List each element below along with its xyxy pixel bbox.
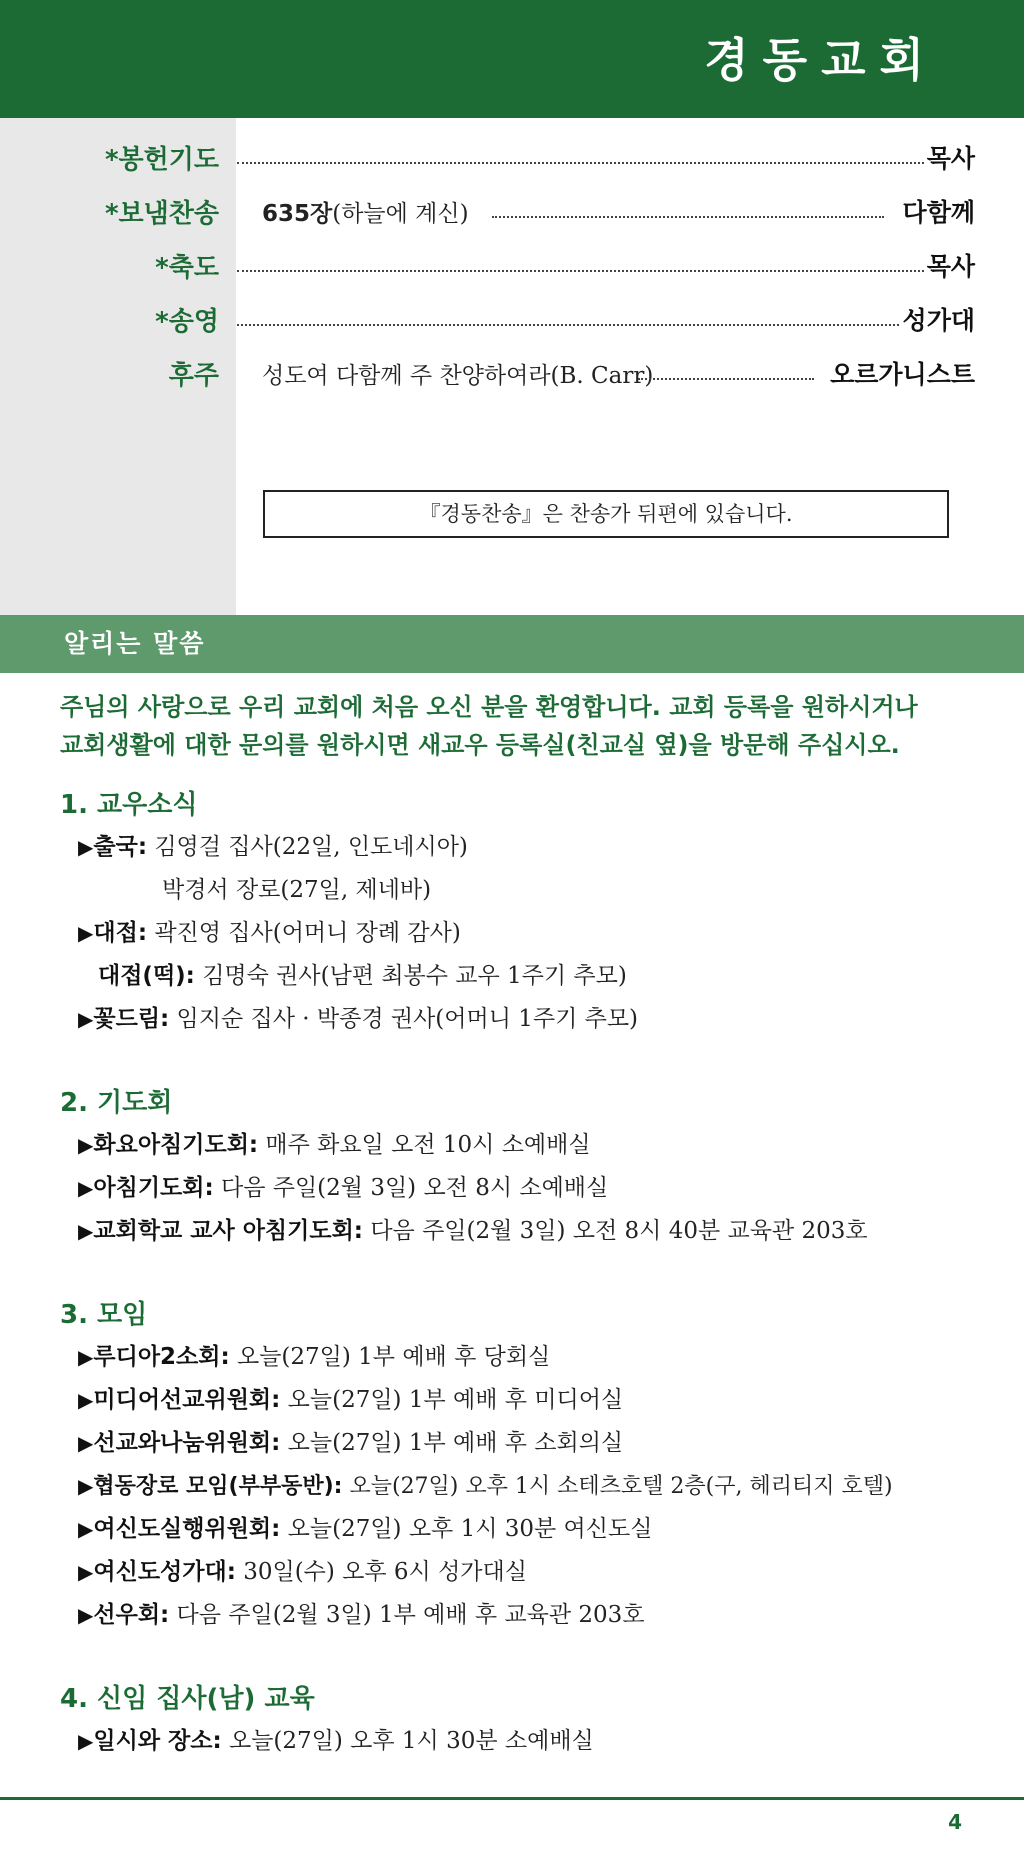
list-item: ▶선교와나눔위원회: 오늘(27일) 1부 예배 후 소회의실 [78, 1430, 624, 1456]
dotted-leader [237, 324, 899, 326]
order-row [0, 245, 1024, 291]
order-role: 목사 [926, 144, 975, 173]
bullet-triangle-icon: ▶ [78, 1560, 94, 1584]
order-row [0, 191, 1024, 237]
section-heading: 2. 기도회 [60, 1088, 173, 1118]
list-item: 박경서 장로(27일, 제네바) [162, 877, 432, 903]
order-label: *보냄찬송 [104, 199, 219, 229]
hymnal-notice: 『경동찬송』은 찬송가 뒤편에 있습니다. [263, 490, 949, 538]
list-item: ▶루디아2소회: 오늘(27일) 1부 예배 후 당회실 [78, 1344, 551, 1370]
bullet-triangle-icon: ▶ [78, 921, 94, 945]
dotted-leader [638, 378, 814, 380]
dotted-leader [492, 216, 884, 218]
welcome-line: 교회생활에 대한 문의를 원하시면 새교우 등록실(친교실 옆)을 방문해 주십시오. [60, 731, 900, 759]
order-row [0, 353, 1024, 399]
announcements-title: 알리는 말씀 [64, 629, 206, 658]
bullet-triangle-icon: ▶ [78, 1133, 94, 1157]
bullet-triangle-icon: ▶ [78, 835, 94, 859]
section-heading: 3. 모임 [60, 1300, 148, 1330]
order-row [0, 299, 1024, 345]
bullet-triangle-icon: ▶ [78, 1007, 94, 1031]
announcements-bar [0, 615, 1024, 673]
section-heading: 1. 교우소식 [60, 790, 198, 820]
list-item: ▶선우회: 다음 주일(2월 3일) 1부 예배 후 교육관 203호 [78, 1602, 645, 1628]
bullet-triangle-icon: ▶ [78, 1517, 94, 1541]
bullet-triangle-icon: ▶ [78, 1176, 94, 1200]
list-item: ▶아침기도회: 다음 주일(2월 3일) 오전 8시 소예배실 [78, 1175, 609, 1201]
church-name: 경동교회 [704, 33, 938, 87]
bullet-triangle-icon: ▶ [78, 1603, 94, 1627]
postlude-title: 성도여 다함께 주 찬양하여라(B. Carr) [262, 363, 654, 389]
list-item: ▶협동장로 모임(부부동반): 오늘(27일) 오후 1시 소테츠호텔 2층(구, 헤리티지 호텔) [78, 1474, 893, 1499]
order-role: 성가대 [902, 306, 975, 335]
list-item: ▶여신도성가대: 30일(수) 오후 6시 성가대실 [78, 1559, 527, 1585]
order-label: *축도 [155, 253, 219, 283]
order-role: 목사 [926, 252, 975, 281]
list-item: ▶여신도실행위원회: 오늘(27일) 오후 1시 30분 여신도실 [78, 1516, 653, 1542]
list-item: 대접(떡): 김명숙 권사(남편 최봉수 교우 1주기 추모) [98, 963, 627, 989]
order-role: 오르가니스트 [830, 360, 975, 389]
dotted-leader [237, 162, 924, 164]
bullet-triangle-icon: ▶ [78, 1388, 94, 1412]
list-item: ▶대접: 곽진영 집사(어머니 장례 감사) [78, 920, 461, 946]
welcome-message [60, 688, 980, 764]
bullet-triangle-icon: ▶ [78, 1431, 94, 1455]
list-item: ▶교회학교 교사 아침기도회: 다음 주일(2월 3일) 오전 8시 40분 교육관 203호 [78, 1218, 868, 1244]
page-number: 4 [948, 1810, 962, 1834]
welcome-line: 주님의 사랑으로 우리 교회에 처음 오신 분을 환영합니다. 교회 등록을 원하시거나 [60, 693, 918, 721]
list-item: ▶화요아침기도회: 매주 화요일 오전 10시 소예배실 [78, 1132, 591, 1158]
list-item: ▶꽃드림: 임지순 집사 · 박종경 권사(어머니 1주기 추모) [78, 1006, 639, 1032]
order-label: *봉헌기도 [104, 145, 219, 175]
order-role: 다함께 [902, 198, 975, 227]
list-item: ▶일시와 장소: 오늘(27일) 오후 1시 30분 소예배실 [78, 1728, 594, 1754]
list-item: ▶미디어선교위원회: 오늘(27일) 1부 예배 후 미디어실 [78, 1387, 624, 1413]
bullet-triangle-icon: ▶ [78, 1345, 94, 1369]
order-label: 후주 [168, 361, 219, 391]
section-heading: 4. 신임 집사(남) 교육 [60, 1684, 315, 1714]
hymn-number: 635장 [262, 201, 333, 227]
header-bar [0, 0, 1024, 118]
hymn-title: (하늘에 계신) [332, 201, 469, 227]
order-text [262, 199, 469, 229]
dotted-leader [237, 270, 924, 272]
order-label: *송영 [155, 307, 219, 337]
footer-rule [0, 1797, 1024, 1800]
bullet-triangle-icon: ▶ [78, 1474, 94, 1498]
bullet-triangle-icon: ▶ [78, 1219, 94, 1243]
bullet-triangle-icon: ▶ [78, 1729, 94, 1753]
order-row [0, 137, 1024, 183]
list-item: ▶출국: 김영걸 집사(22일, 인도네시아) [78, 834, 468, 860]
